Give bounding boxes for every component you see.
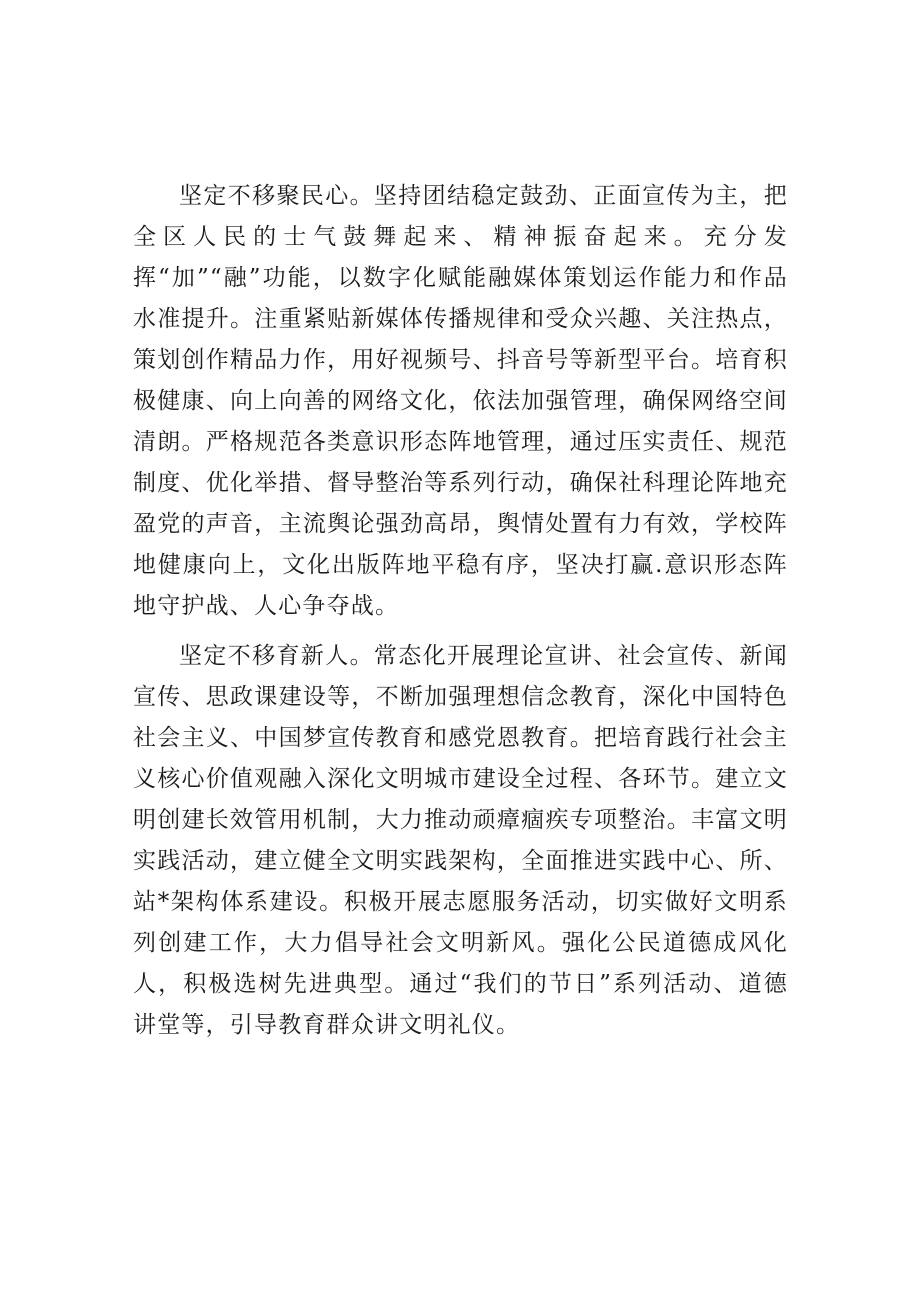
- paragraph-gather-public-support: 坚定不移聚民心。坚持团结稳定鼓劲、正面宣传为主，把全区人民的士气鼓舞起来、精神振奋起来。充分发挥“加”“融”功能，以数字化赋能融媒体策划运作能力和作品水准提升。注重紧贴新媒体传播规律和受众兴趣、关注热点，策划创作精品力作，用好视频号、抖音号等新型平台。培育积极健康、向上向善的网络文化，依法加强管理，确保网络空间清朗。严格规范各类意识形态阵地管理，通过压实责任、规范制度、优化举措、督导整治等系列行动，确保社科理论阵地充盈党的声音，主流舆论强劲高昂，舆情处置有力有效，学校阵地健康向上，文化出版阵地平稳有序，坚决打赢.意识形态阵地守护战、人心争夺战。: [133, 183, 788, 619]
- document-body: [133, 176, 788, 1055]
- paragraph-cultivate-new-people: 坚定不移育新人。常态化开展理论宣讲、社会宣传、新闻宣传、思政课建设等，不断加强理想信念教育，深化中国特色社会主义、中国梦宣传教育和感党恩教育。把培育践行社会主义核心价值观融入深化文明城市建设全过程、各环节。建立文明创建长效管用机制，大力推动顽瘴痼疾专项整治。丰富文明实践活动，建立健全文明实践架构，全面推进实践中心、所、站*架构体系建设。积极开展志愿服务活动，切实做好文明系列创建工作，大力倡导社会文明新风。强化公民道德成风化人，积极选树先进典型。通过“我们的节日”系列活动、道德讲堂等，引导教育群众讲文明礼仪。: [133, 643, 788, 1038]
